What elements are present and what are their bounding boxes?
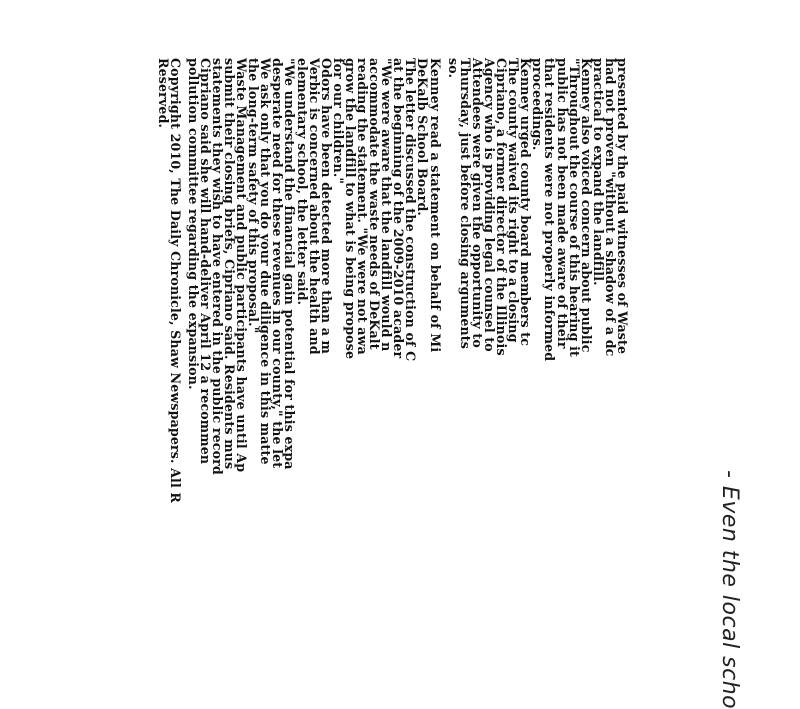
document-text-line: Verbic is concerned about the health and — [306, 58, 322, 355]
document-text-line: so. — [445, 58, 461, 79]
handwritten-annotation: - Even the local scho — [717, 470, 742, 709]
document-text-line: pollution committee regarding the expansion. — [185, 58, 201, 390]
document-text-line: that residents were not properly informed — [542, 58, 558, 362]
document-text-line: presented by the paid witnesses of Waste — [615, 58, 630, 355]
document-text-line: at the beginning of the 2009-2010 acader — [391, 58, 407, 359]
document-text-line: "We were aware that the landfill would n — [379, 58, 395, 352]
document-text-line: DeKalb School Board. — [415, 58, 431, 216]
document-text-line: proceedings. — [530, 58, 546, 151]
document-text-line: practical to expand the landfill. — [590, 58, 606, 286]
document-text-line: Waste Management and public participants have until Ap — [234, 58, 250, 473]
document-text-line: public has not been made aware of their — [554, 58, 570, 349]
document-text-line: for our children." — [330, 58, 346, 185]
document-text-line: elementary school, the letter said. — [294, 58, 310, 306]
document-text-line: "Throughout the course of this hearing it — [566, 58, 582, 357]
document-text-line: The county waived its right to a closing — [506, 58, 522, 343]
document-text-line: Kenney urged county board members tc — [518, 58, 534, 347]
document-text-line: Odors have been detected more than a m — [318, 58, 334, 355]
document-text-line: the long-term safety of this proposal." — [246, 58, 262, 334]
document-text-line: accommodate the waste needs of DeKalt — [367, 58, 383, 350]
document-text-line: statements they wish to have entered in the public record — [209, 58, 225, 475]
document-text-line: reading the statement. "We were not awa — [355, 58, 371, 355]
document-text-line: Cipriano, a former director of the Illinois — [494, 58, 510, 356]
document-text-line: grow the landfill to what is being propose — [342, 58, 358, 360]
document-text-line: submit their closing briefs, Cipriano said. Residents mus — [222, 58, 237, 470]
document-text-line: We ask only that you do your due diligence in this matte — [258, 58, 274, 465]
document-text-line: Attendees were given the opportunity to — [469, 58, 485, 348]
document-text-line: Copyright 2010, The Daily Chronicle, Shaw Newspapers. All R — [167, 58, 183, 504]
scanned-document-page — [155, 58, 630, 606]
document-text-line: Cipriano said she will hand-deliver April 12 a recommen — [197, 58, 213, 465]
document-text-line: Agency who is providing legal counsel to — [481, 58, 497, 352]
document-text-line: Kenney read a statement on behalf of Mi — [427, 58, 443, 353]
document-text-line: Reserved. — [155, 58, 171, 129]
document-text-line: Thursday, just before closing arguments — [457, 58, 473, 350]
document-text-line: had not proven "without a shadow of a dc — [602, 58, 618, 357]
document-text-line: "We understand the financial gain potential for this expa — [282, 58, 298, 470]
document-text-line: desperate need for these revenues in our county," the let — [270, 58, 286, 469]
document-text-line: Kenney also voiced concern about public — [578, 58, 594, 353]
document-text-line: The letter discussed the construction of C — [403, 58, 419, 362]
